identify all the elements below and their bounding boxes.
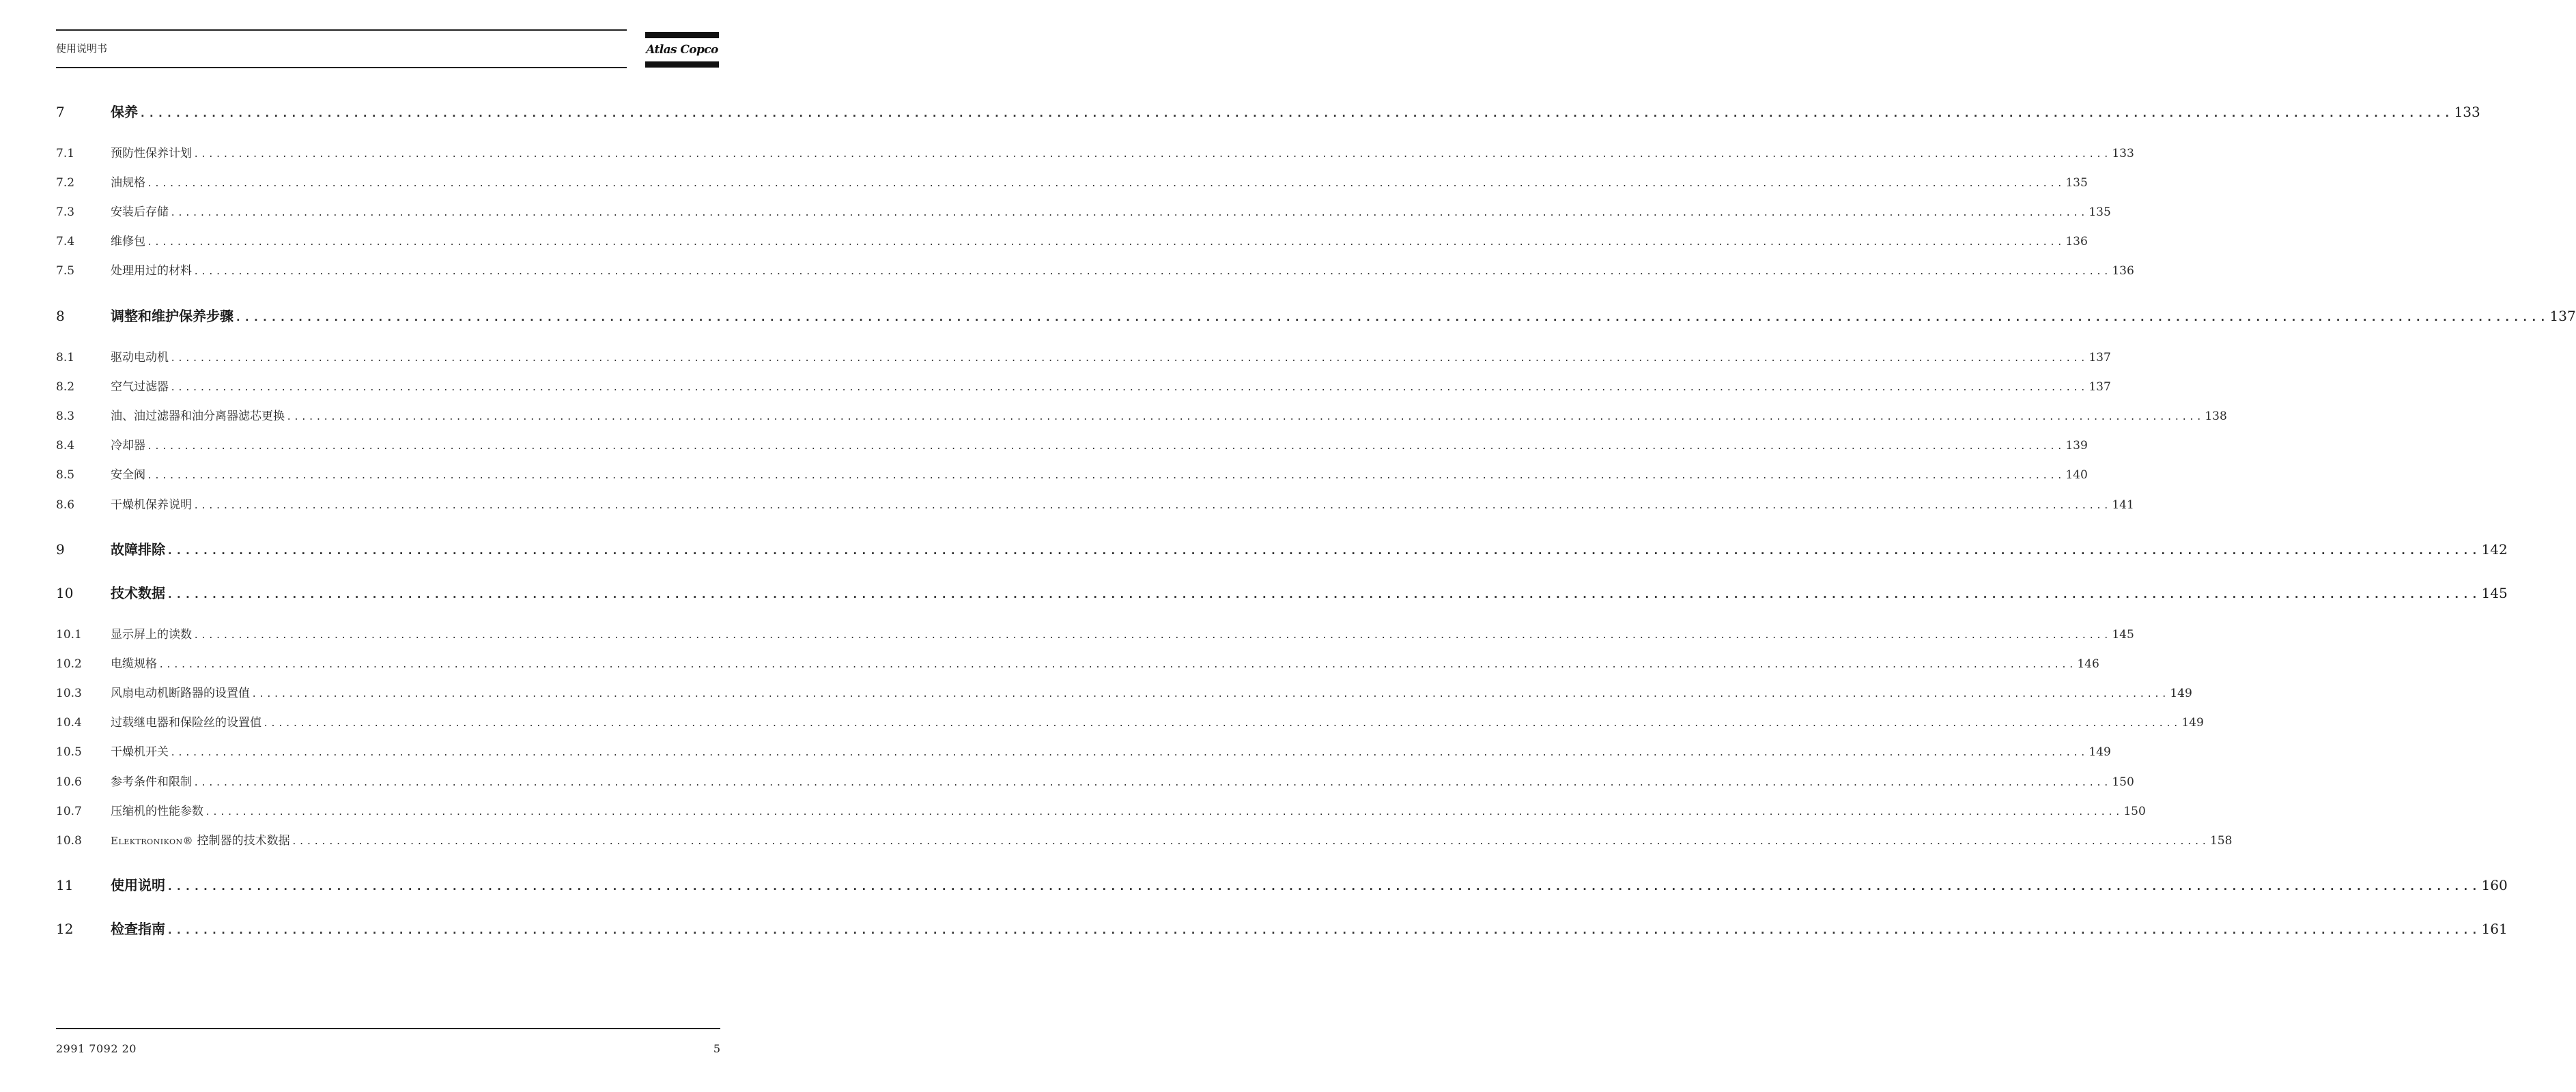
toc-dot-leader: .................................................................................................................................................................................................................................................................... — [291, 837, 2209, 848]
toc-dot-leader: .................................................................................................................................................................................................................................................................... — [193, 501, 2111, 512]
toc-dot-leader: .................................................................................................................................................................................................................................................................... — [147, 442, 2065, 452]
footer-doc-number: 2991 7092 20 — [56, 1042, 137, 1055]
header-rule-top — [56, 29, 627, 31]
toc-entry-brand: Elektronikon® — [111, 835, 194, 847]
toc-dot-leader: .................................................................................................................................................................................................................................................................... — [193, 631, 2111, 642]
toc-dot-leader: .................................................................................................................................................................................................................................................................... — [167, 923, 2480, 936]
toc-entry-page: 145 — [2481, 585, 2508, 601]
footer-page-number: 5 — [713, 1042, 720, 1055]
toc-entry-title: 使用说明 — [111, 877, 165, 893]
toc-entry-title: 调整和维护保养步骤 — [111, 308, 233, 324]
toc-dot-leader: .................................................................................................................................................................................................................................................................... — [167, 588, 2480, 601]
toc-section-entry[interactable] — [56, 379, 2111, 397]
toc-section-entry[interactable] — [56, 408, 2227, 426]
toc-dot-leader: .................................................................................................................................................................................................................................................................... — [193, 778, 2111, 789]
toc-entry-number: 10.5 — [56, 745, 82, 759]
toc-dot-leader: .................................................................................................................................................................................................................................................................... — [193, 267, 2111, 278]
toc-entry-page: 158 — [2209, 834, 2233, 848]
toc-entry-page: 140 — [2065, 468, 2088, 482]
toc-dot-leader: .................................................................................................................................................................................................................................................................... — [170, 748, 2088, 759]
toc-entry-number: 9 — [56, 541, 65, 558]
toc-dot-leader: .................................................................................................................................................................................................................................................................... — [147, 179, 2065, 190]
toc-entry-number: 8.3 — [56, 410, 75, 423]
toc-entry-number: 10.8 — [56, 834, 82, 848]
logo-bar-top — [645, 32, 719, 38]
toc-entry-number: 10.3 — [56, 687, 82, 700]
toc-chapter-entry[interactable] — [56, 876, 2508, 896]
toc-entry-number: 11 — [56, 877, 74, 893]
toc-dot-leader: .................................................................................................................................................................................................................................................................... — [147, 471, 2065, 482]
toc-entry-title: 干燥机开关 — [111, 745, 169, 759]
toc-entry-number: 7 — [56, 104, 65, 120]
toc-section-entry[interactable] — [56, 656, 2099, 674]
toc-entry-page: 161 — [2481, 921, 2508, 937]
toc-entry-title: 干燥机保养说明 — [111, 498, 192, 512]
toc-entry-title: 显示屏上的读数 — [111, 628, 192, 642]
toc-dot-leader: .................................................................................................................................................................................................................................................................... — [167, 544, 2480, 557]
toc-entry-page: 149 — [2170, 687, 2192, 700]
toc-dot-leader: .................................................................................................................................................................................................................................................................... — [170, 383, 2088, 394]
toc-dot-leader: .................................................................................................................................................................................................................................................................... — [235, 311, 2549, 324]
toc-entry-number: 7.1 — [56, 147, 75, 160]
toc-entry-title: 故障排除 — [111, 541, 165, 558]
toc-entry-page: 146 — [2077, 657, 2099, 671]
toc-entry-title: 油、油过滤器和油分离器滤芯更换 — [111, 410, 285, 423]
logo-bar-bottom — [645, 61, 719, 68]
header-rule-bottom — [56, 67, 627, 68]
toc-entry-page: 138 — [2205, 410, 2227, 423]
toc-entry-page: 149 — [2181, 716, 2204, 730]
toc-entry-page: 149 — [2089, 745, 2111, 759]
toc-entry-title: 预防性保养计划 — [111, 147, 192, 160]
toc-chapter-entry[interactable] — [56, 919, 2508, 940]
toc-entry-title: 过载继电器和保险丝的设置值 — [111, 716, 261, 730]
toc-entry-page: 137 — [2089, 351, 2111, 364]
header-title: 使用说明书 — [56, 42, 108, 55]
toc-entry-number: 8.6 — [56, 498, 75, 512]
toc-entry-page: 136 — [2112, 264, 2134, 278]
toc-entry-page: 136 — [2065, 235, 2088, 248]
toc-entry-title: 参考条件和限制 — [111, 775, 192, 789]
toc-entry-title: 驱动电动机 — [111, 351, 169, 364]
toc-entry-title: 电缆规格 — [111, 657, 157, 671]
toc-entry-number: 10 — [56, 585, 74, 601]
toc-entry-title: 安装后存储 — [111, 205, 169, 219]
toc-entry-number: 7.2 — [56, 176, 75, 190]
toc-dot-leader: .................................................................................................................................................................................................................................................................... — [139, 106, 2453, 119]
toc-section-entry[interactable] — [56, 467, 2088, 485]
toc-entry-title: 处理用过的材料 — [111, 264, 192, 278]
toc-entry-page: 133 — [2112, 147, 2134, 160]
toc-entry-title: 安全阀 — [111, 468, 145, 482]
toc-entry-number: 8.5 — [56, 468, 75, 482]
toc-dot-leader: .................................................................................................................................................................................................................................................................... — [147, 238, 2065, 248]
toc-entry-title: 保养 — [111, 104, 138, 120]
toc-entry-page: 145 — [2112, 628, 2134, 642]
toc-dot-leader: .................................................................................................................................................................................................................................................................... — [263, 719, 2181, 730]
toc-entry-number: 8 — [56, 308, 65, 324]
toc-entry-number: 10.1 — [56, 628, 82, 642]
toc-entry-page: 137 — [2089, 380, 2111, 394]
toc-entry-number: 10.6 — [56, 775, 82, 789]
toc-section-entry[interactable] — [56, 233, 2088, 251]
toc-dot-leader: .................................................................................................................................................................................................................................................................... — [167, 880, 2480, 893]
toc-entry-title — [111, 833, 290, 849]
toc-section-entry[interactable] — [56, 175, 2088, 192]
toc-entry-page: 150 — [2112, 775, 2134, 789]
toc-section-entry[interactable] — [56, 627, 2134, 644]
toc-entry-title: 维修包 — [111, 235, 145, 248]
toc-section-entry[interactable] — [56, 204, 2111, 222]
logo-wordmark: Atlas Copco — [646, 43, 718, 57]
toc-section-entry[interactable] — [56, 715, 2204, 732]
toc-entry-page: 139 — [2065, 439, 2088, 452]
toc-entry-page: 150 — [2123, 805, 2146, 818]
toc-entry-number: 7.5 — [56, 264, 75, 278]
footer-rule — [56, 1028, 720, 1029]
toc-entry-number: 8.4 — [56, 439, 75, 452]
toc-dot-leader: .................................................................................................................................................................................................................................................................... — [205, 807, 2123, 818]
toc-section-entry[interactable] — [56, 437, 2088, 455]
toc-entry-number: 10.7 — [56, 805, 82, 818]
toc-entry-number: 10.2 — [56, 657, 82, 671]
toc-entry-title: 空气过滤器 — [111, 380, 169, 394]
toc-entry-page: 133 — [2454, 104, 2480, 120]
toc-chapter-entry[interactable] — [56, 540, 2508, 560]
toc-entry-number: 10.4 — [56, 716, 82, 730]
toc-entry-page: 142 — [2481, 541, 2508, 558]
toc-dot-leader: .................................................................................................................................................................................................................................................................... — [251, 689, 2169, 700]
toc-entry-title: 压缩机的性能参数 — [111, 805, 203, 818]
toc-entry-title: 检查指南 — [111, 921, 165, 937]
atlas-copco-logo — [645, 32, 719, 68]
toc-entry-number: 8.1 — [56, 351, 75, 364]
toc-section-entry[interactable] — [56, 803, 2146, 821]
toc-section-entry[interactable] — [56, 497, 2134, 515]
toc-chapter-entry[interactable] — [56, 102, 2480, 123]
toc-section-entry[interactable] — [56, 349, 2111, 367]
toc-entry-page: 137 — [2549, 308, 2576, 324]
toc-dot-leader: .................................................................................................................................................................................................................................................................... — [286, 412, 2204, 423]
toc-dot-leader: .................................................................................................................................................................................................................................................................... — [193, 149, 2111, 160]
toc-entry-number: 8.2 — [56, 380, 75, 394]
toc-chapter-entry[interactable] — [56, 306, 2576, 327]
toc-dot-leader: .................................................................................................................................................................................................................................................................... — [170, 208, 2088, 219]
toc-entry-title: 技术数据 — [111, 585, 165, 601]
toc-entry-title: 风扇电动机断路器的设置值 — [111, 687, 250, 700]
toc-entry-page: 135 — [2089, 205, 2111, 219]
toc-chapter-entry[interactable] — [56, 584, 2508, 604]
toc-entry-title: 冷却器 — [111, 439, 145, 452]
toc-section-entry[interactable] — [56, 833, 2233, 850]
toc-entry-page: 160 — [2481, 877, 2508, 893]
toc-entry-title-text: 控制器的技术数据 — [193, 834, 290, 848]
toc-section-entry[interactable] — [56, 145, 2134, 163]
toc-section-entry[interactable] — [56, 263, 2134, 281]
toc-entry-number: 12 — [56, 921, 74, 937]
toc-section-entry[interactable] — [56, 774, 2134, 792]
toc-section-entry[interactable] — [56, 744, 2111, 762]
toc-section-entry[interactable] — [56, 685, 2192, 703]
toc-entry-page: 141 — [2112, 498, 2134, 512]
toc-entry-number: 7.3 — [56, 205, 75, 219]
toc-dot-leader: .................................................................................................................................................................................................................................................................... — [170, 354, 2088, 364]
toc-entry-title: 油规格 — [111, 176, 145, 190]
toc-entry-number: 7.4 — [56, 235, 75, 248]
toc-entry-page: 135 — [2065, 176, 2088, 190]
toc-dot-leader: .................................................................................................................................................................................................................................................................... — [158, 660, 2076, 671]
